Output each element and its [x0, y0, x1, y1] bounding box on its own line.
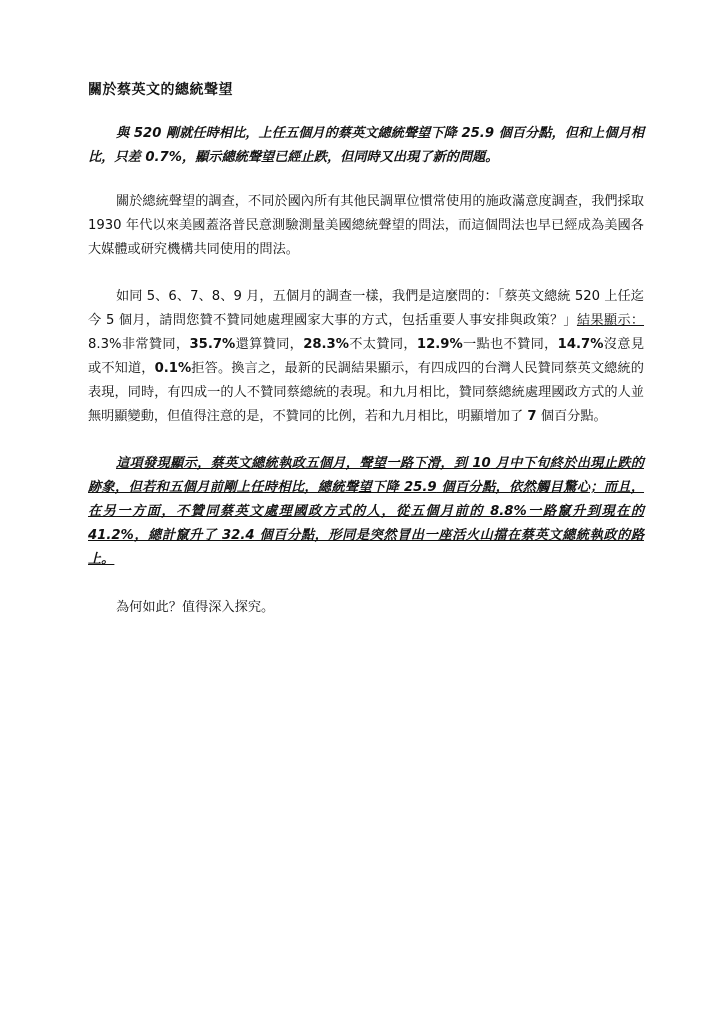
- finding-text: 個百分點，形同是突然冒出一座活火山擋在蔡英文總統執政的路上。: [88, 528, 645, 567]
- finding-text: 個百分點，依然觸目驚心；而且，在另一方面，不贊同蔡英文處理國政方式的人，從五個月前的: [88, 480, 645, 519]
- finding-text: 一路竄升到現在的: [526, 504, 645, 519]
- finding-paragraph: [88, 452, 644, 572]
- survey-result-paragraph: [88, 285, 644, 429]
- finding-number: 32.4: [221, 528, 255, 543]
- result-text: 8.3%非常贊同，: [88, 337, 190, 352]
- result-text: 一點也不贊同，: [462, 337, 558, 352]
- result-number: 7: [527, 409, 537, 424]
- finding-number: 8.8%: [490, 504, 527, 519]
- document-page: [88, 80, 644, 620]
- result-number: 35.7%: [189, 337, 236, 352]
- closing-paragraph: 為何如此？值得深入探究。: [116, 600, 275, 615]
- lead-paragraph: [88, 122, 644, 170]
- result-number: 12.9%: [416, 337, 463, 352]
- finding-text: 月中下旬終於出現止跌的跡象，但若和五個月前剛上任時相比，總統聲望下降: [88, 456, 644, 495]
- lead-number: 0.7%: [145, 150, 182, 165]
- lead-text: 剛就任時相比，上任五個月的蔡英文總統聲望下降: [161, 126, 462, 141]
- finding-number: 10: [472, 456, 491, 471]
- result-text: 沒意見或不知道，: [88, 337, 645, 376]
- result-number: 14.7%: [557, 337, 604, 352]
- result-number: 28.3%: [303, 337, 349, 352]
- lead-text: 個百分點，但和上個月相比，只差: [88, 126, 645, 165]
- lead-text: ，顯示總統聲望已經止跌，但同時又出現了新的問題。: [181, 150, 499, 165]
- survey-method-paragraph: 關於總統聲望的調查，不同於國內所有其他民調單位慣常使用的施政滿意度調查，我們採取 1930 年代以來美國蓋洛普民意測驗測量美國總統聲望的問法，而這個問法也早已經成為美國各大媒體或研究機構共同使用的問法。: [88, 194, 644, 257]
- lead-number: 520: [133, 126, 162, 141]
- result-text: 如同 5、6、7、8、9 月，五個月的調查一樣，我們是這麼問的：「蔡英文總統 520 上任迄今 5 個月，請問您贊不贊同她處理國家大事的方式，包括重要人事安排與政策？」: [88, 289, 644, 328]
- result-label: 結果顯示：: [576, 313, 645, 328]
- lead-text: 與: [116, 126, 134, 141]
- result-text: 個百分點。: [536, 409, 607, 424]
- finding-text: ，總計竄升了: [133, 528, 222, 543]
- result-text: 不太贊同，: [348, 337, 417, 352]
- finding-number: 25.9: [404, 480, 437, 495]
- result-number: 0.1%: [154, 361, 192, 376]
- result-text: 拒答。換言之，最新的民調結果顯示，有四成四的台灣人民贊同蔡英文總統的表現，同時，有四成一的人不贊同蔡總統的表現。和九月相比，贊同蔡總統處理國政方式的人並無明顯變動，但值得注意的是，不贊同的比例，若和九月相比，明顯增加了: [88, 361, 644, 424]
- document-title: 關於蔡英文的總統聲望: [88, 82, 233, 98]
- lead-number: 25.9: [461, 126, 494, 141]
- finding-text: 這項發現顯示，蔡英文總統執政五個月，聲望一路下滑，到: [116, 456, 473, 471]
- finding-number: 41.2%: [88, 528, 134, 543]
- result-text: 還算贊同，: [235, 337, 304, 352]
